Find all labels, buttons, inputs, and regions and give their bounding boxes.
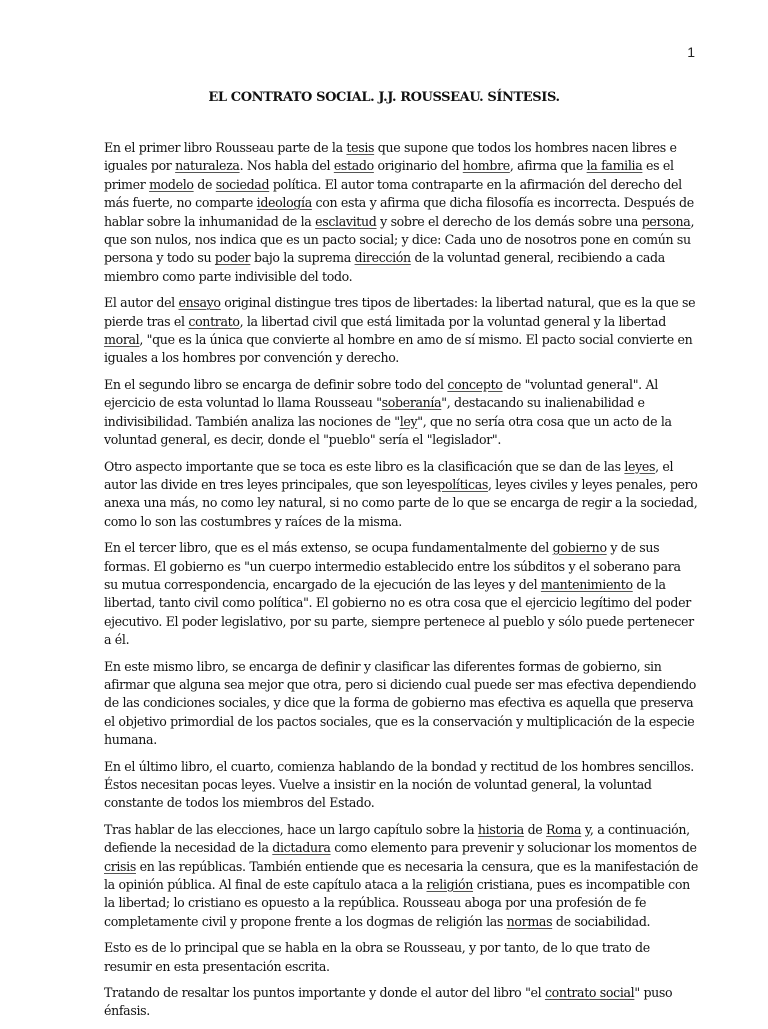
text-run: y, a continuación, defiende la necesidad de la bbox=[104, 821, 690, 856]
text-run: de la voluntad general, recibiendo a cada miembro como parte indivisible del todo. bbox=[104, 250, 665, 284]
text-run: " puso énfasis. bbox=[104, 985, 673, 1019]
text-run: En el tercer libro, que es el más extenso, se ocupa fundamentalmente del bbox=[104, 540, 553, 556]
paragraph bbox=[104, 458, 698, 532]
text-run: , "que es la única que convierte al hombre en amo de sí mismo. El pacto social convierte en iguales a los hombres por convención y derecho. bbox=[104, 332, 693, 366]
text-run: cristiana, pues es incompatible con la libertad; lo cristiano es opuesto a la república. Rousseau aboga por una profesión de fe completamente civil y propone frente a los dogmas de religión las bbox=[104, 877, 690, 929]
text-run: con esta y afirma que dicha filosofía es incorrecta. Después de hablar sobre la inhumanidad de la bbox=[104, 195, 694, 229]
inline-link[interactable]: crisis bbox=[104, 858, 136, 874]
inline-link[interactable]: sociedad bbox=[215, 176, 270, 192]
inline-link[interactable]: religión bbox=[426, 877, 474, 893]
text-run: como elemento para prevenir y solucionar los momentos de bbox=[330, 840, 697, 856]
inline-link[interactable]: hombre bbox=[462, 158, 510, 174]
inline-link[interactable]: esclavitud bbox=[315, 213, 377, 229]
paragraph bbox=[104, 758, 698, 813]
inline-link[interactable]: dictadura bbox=[272, 840, 331, 856]
text-run: Tratando de resaltar los puntos importante y donde el autor del libro "el bbox=[104, 985, 545, 1001]
text-run: Esto es de lo principal que se habla en la obra se Rousseau, y por tanto, de lo que trato de resumir en esta presentación escrita. bbox=[104, 940, 650, 974]
inline-link[interactable]: persona bbox=[641, 213, 691, 229]
text-run: , el autor las divide en tres leyes principales, que son leyes bbox=[104, 458, 674, 492]
paragraph bbox=[104, 294, 698, 368]
text-run: En el último libro, el cuarto, comienza hablando de la bondad y rectitud de los hombres sencillos. Éstos necesitan pocas leyes. Vuelve a insistir en la noción de voluntad general, la voluntad constante de todos los miembros del Estado. bbox=[104, 758, 694, 811]
inline-link[interactable]: dirección bbox=[354, 250, 411, 266]
inline-link[interactable]: políticas bbox=[437, 476, 488, 492]
inline-link[interactable]: poder bbox=[214, 250, 251, 266]
text-run: es el primer bbox=[104, 158, 674, 192]
inline-link[interactable]: Roma bbox=[546, 821, 582, 837]
paragraph bbox=[104, 658, 698, 750]
text-run: En el segundo libro se encarga de definir sobre todo del bbox=[104, 376, 448, 392]
text-run: que supone que todos los hombres nacen libres e iguales por bbox=[104, 140, 677, 174]
text-run: original distingue tres tipos de libertades: la libertad natural, que es la que se pierde tras el bbox=[104, 295, 696, 329]
inline-link[interactable]: mantenimiento bbox=[540, 576, 633, 592]
inline-link[interactable]: tesis bbox=[346, 140, 375, 155]
text-run: de la libertad, tanto civil como política". El gobierno no es otra cosa que el ejercicio legítimo del poder ejecutivo. El poder legislativo, por su parte, siempre pertenece al pueblo y sólo puede pertenecer a él. bbox=[104, 576, 694, 648]
text-run: originario del bbox=[373, 158, 463, 174]
text-run: El autor del bbox=[104, 295, 179, 311]
inline-link[interactable]: moral bbox=[104, 332, 140, 348]
document-title: EL CONTRATO SOCIAL. J.J. ROUSSEAU. SÍNTESIS. bbox=[208, 90, 560, 105]
inline-link[interactable]: ley bbox=[399, 413, 418, 429]
text-run: En el primer libro Rousseau parte de la bbox=[104, 140, 347, 155]
inline-link[interactable]: la familia bbox=[586, 158, 643, 174]
text-run: ", que no sería otra cosa que un acto de la voluntad general, es decir, donde el "pueblo" sería el "legislador". bbox=[104, 413, 672, 448]
paragraph bbox=[104, 939, 698, 976]
text-run: política. El autor toma contraparte en la afirmación del derecho del más fuerte, no comparte bbox=[104, 176, 682, 211]
text-run: y de sus formas. El gobierno es "un cuerpo intermedio establecido entre los súbditos y el soberano para su mutua correspondencia, encargado de la ejecución de las leyes y del bbox=[104, 540, 681, 592]
inline-link[interactable]: ideología bbox=[256, 195, 312, 211]
inline-link[interactable]: ensayo bbox=[178, 295, 221, 311]
text-run: , la libertad civil que está limitada por la voluntad general y la libertad bbox=[239, 313, 666, 329]
paragraph bbox=[104, 376, 698, 450]
text-run: de "voluntad general". Al ejercicio de esta voluntad lo llama Rousseau " bbox=[104, 376, 658, 411]
inline-link[interactable]: historia bbox=[477, 821, 524, 837]
paragraph bbox=[104, 821, 698, 931]
inline-link[interactable]: contrato social bbox=[544, 985, 635, 1001]
inline-link[interactable]: modelo bbox=[149, 176, 194, 192]
text-run: bajo la suprema bbox=[250, 250, 355, 266]
text-run: , que son nulos, nos indica que es un pacto social; y dice: Cada uno de nosotros pone en común su persona y todo su bbox=[104, 213, 695, 266]
inline-link[interactable]: naturaleza bbox=[175, 158, 240, 174]
text-run: En este mismo libro, se encarga de definir y clasificar las diferentes formas de gobierno, sin afirmar que alguna sea mejor que otra, pero si diciendo cual puede ser mas efectiva dependiendo de las condiciones sociales, y dice que la forma de gobierno mas efectiva es aquella que preserva el objetivo primordial de los pactos sociales, que es la conservación y multiplicación de la especie humana. bbox=[104, 658, 697, 748]
text-run: de bbox=[523, 821, 547, 837]
paragraph bbox=[104, 139, 698, 286]
text-run: de bbox=[193, 176, 216, 192]
text-run: , afirma que bbox=[509, 158, 587, 174]
inline-link[interactable]: normas bbox=[506, 913, 553, 929]
inline-link[interactable]: soberanía bbox=[381, 395, 442, 411]
text-run: de sociabilidad. bbox=[552, 913, 651, 929]
inline-link[interactable]: leyes bbox=[624, 458, 656, 474]
inline-link[interactable]: contrato bbox=[188, 313, 240, 329]
text-run: Otro aspecto importante que se toca es este libro es la clasificación que se dan de las bbox=[104, 458, 625, 474]
inline-link[interactable]: estado bbox=[333, 158, 374, 174]
inline-link[interactable]: concepto bbox=[447, 376, 503, 392]
text-run: en las repúblicas. También entiende que es necesaria la censura, que es la manifestación de la opinión pública. Al final de este capítulo ataca a la bbox=[104, 858, 698, 893]
inline-link[interactable]: gobierno bbox=[552, 540, 607, 556]
text-run: . Nos habla del bbox=[239, 158, 334, 174]
text-run: , leyes civiles y leyes penales, pero anexa una más, no como ley natural, si no como parte de lo que se encarga de regir a la sociedad, como lo son las costumbres y raíces de la misma. bbox=[104, 476, 698, 529]
text-run: ", destacando su inalienabilidad e indivisibilidad. También analiza las nociones de " bbox=[104, 395, 645, 429]
text-run: y sobre el derecho de los demás sobre una bbox=[376, 213, 642, 229]
page-number: 1 bbox=[687, 44, 695, 60]
document-body bbox=[104, 139, 698, 1029]
text-run: Tras hablar de las elecciones, hace un largo capítulo sobre la bbox=[104, 821, 478, 837]
paragraph bbox=[104, 539, 698, 649]
paragraph bbox=[104, 984, 698, 1021]
